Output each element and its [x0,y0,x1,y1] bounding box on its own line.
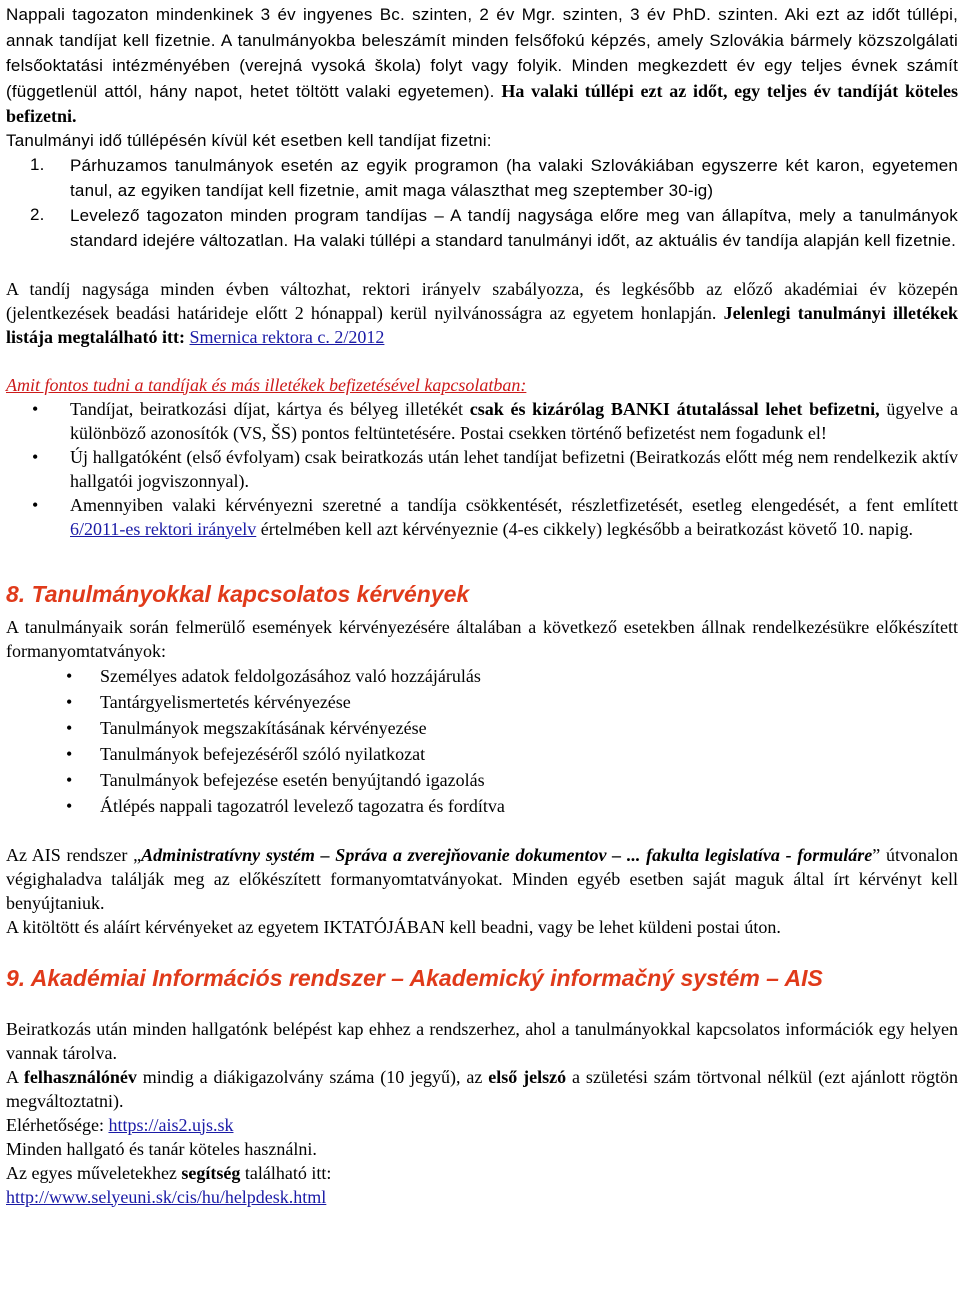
list-item-text: Új hallgatóként (első évfolyam) csak beiratkozás után lehet tandíjat befizetni (Beiratkozás előtt még nem rendelkezik aktív hallgatói jogviszonnyal). [70,446,958,491]
tuition-cases-intro: Tanulmányi idő túllépésén kívül két esetben kell tandíjat fizetni: [6,130,492,150]
bullet-icon: • [66,717,73,738]
list-item-text: Tanulmányok befejezéséről szóló nyilatkozat [100,743,426,764]
username-label: felhasználónév [23,1066,137,1087]
list-item [6,153,958,203]
section-8-title: 8. Tanulmányokkal kapcsolatos kérvények [6,580,470,607]
help-text: található itt: [244,1162,332,1183]
tuition-intro-paragraph [6,2,958,129]
help-bold: segítség [181,1162,241,1183]
list-item [6,493,958,541]
list-item-bold: csak és kizárólag BANKI átutalással lehet befizetni, [469,398,880,419]
list-item-text: Tanulmányok megszakításának kérvényezése [100,717,427,738]
fee-list-link[interactable]: Smernica rektora c. 2/2012 [189,326,385,347]
bullet-icon: • [66,769,73,790]
ais-forms-text: Az AIS rendszer „ [6,844,142,865]
list-item [6,741,958,767]
bullet-icon: • [32,446,39,467]
bullet-icon: • [66,795,73,816]
fee-list-label: Jelenlegi tanulmányi illetékek listája megtalálható itt: [6,302,958,347]
tuition-intro-text: Nappali tagozaton mindenkinek 3 év ingyenes Bc. szinten, 2 év Mgr. szinten, 3 év PhD. szinten. Aki ezt az időt túllépi, annak tandíjat kell fizetnie. A tanulmányokba beleszámít minden felsőfokú képzés, amely Szlovákia bármely közszolgálati felsőoktatási intézményében (verejná vysoká škola) folyt vagy folyik. Minden megkezdett év egy teljes évnek számít (függetlenül attól, hány napot, hetet töltött valaki egyetemen). [6,5,958,101]
list-item-text: Amennyiben valaki kérvényezni szeretné a tandíja csökkentését, részletfizetését, esetleg elengedését, a fent említett [70,494,958,515]
list-item-text: értelmében kell azt kérvényeznie (4-es cikkely) legkésőbb a beiratkozást követő 10. napig. [260,518,914,539]
bullet-icon: • [32,398,39,419]
list-item-text: ügyelve a különböző azonosítók (VS, ŠS) pontos feltüntetésére. Postai csekken történő befizetést nem fogadunk el! [70,398,959,443]
ais-forms-path: Administratívny systém – Správa a zverejňovanie dokumentov – ... fakulta legislatíva - formuláre [141,844,873,865]
credentials-text: A [6,1066,19,1087]
list-number: 1. [30,154,45,174]
list-item-text: Tantárgyelismertetés kérvényezése [100,691,351,712]
list-item [6,715,958,741]
list-item [6,663,958,689]
ais-link[interactable]: https://ais2.ujs.sk [108,1114,234,1135]
help-text: Az egyes műveletekhez [6,1162,177,1183]
list-item [6,203,958,253]
important-list [6,397,958,541]
ais-intro-paragraph: Beiratkozás után minden hallgatónk belépést kap ehhez a rendszerhez, ahol a tanulmányokkal kapcsolatos információk egy helyen vannak tárolva. [6,1018,958,1063]
list-item-text: Tandíjat, beiratkozási díjat, kártya és bélyeg illetékét [70,398,463,419]
list-item-text: Párhuzamos tanulmányok esetén az egyik programon (ha valaki Szlovákiában egyszerre két karon, egyetemen tanul, az egyiken tandíjat kell fizetnie, amit maga választhat meg szeptember 30-ig) [70,155,958,200]
list-item [6,445,958,493]
ais-forms-text: ” útvonalon végighaladva találják meg az előkészített formanyomtatványokat. Minden egyéb esetben saját maguk által írt kérvényt kell benyújtaniuk. [6,844,958,913]
section-9-title: 9. Akadémiai Információs rendszer – Akademický informačný systém – AIS [6,964,823,991]
list-item-text: Levelező tagozaton minden program tandíjas – A tandíj nagysága előre meg van állapítva, mely a tanulmányok standard idejére változatlan. Ha valaki túllépi a standard tanulmányi időt, az aktuális év tandíja alapján kell fizetnie. [70,205,958,250]
fee-paragraph-text: A tandíj nagysága minden évben változhat, rektori irányelv szabályozza, és legkésőbb az előző akadémiai év közepén (jelentkezések beadási határideje előtt 2 hónappal) kerül nyilvánosságra az egyetem honlapján. [6,278,958,323]
important-heading: Amit fontos tudni a tandíjak és más illetékek befizetésével kapcsolatban: [6,374,527,395]
submit-paragraph: A kitöltött és aláírt kérvényeket az egyetem IKTATÓJÁBAN kell beadni, vagy be lehet küldeni postai úton. [6,916,781,937]
credentials-text: mindig a diákigazolvány száma (10 jegyű), az [142,1066,483,1087]
bullet-icon: • [66,691,73,712]
list-item-text: Átlépés nappali tagozatról levelező tagozatra és fordítva [100,795,505,816]
tuition-intro-bold: Ha valaki túllépi ezt az időt, egy teljes év tandíját köteles befizetni. [6,80,959,126]
bullet-icon: • [32,494,39,515]
forms-list [6,663,958,819]
list-item [6,767,958,793]
directive-link[interactable]: 6/2011-es rektori irányelv [70,518,257,539]
credentials-text: a születési szám törtvonal nélkül (ezt ajánlott rögtön megváltoztatni). [6,1066,959,1111]
access-label: Elérhetősége: [6,1114,104,1135]
help-line [6,1161,958,1185]
credentials-paragraph [6,1065,958,1113]
helpdesk-link[interactable]: http://www.selyeuni.sk/cis/hu/helpdesk.html [6,1186,327,1207]
tuition-cases-list [6,153,958,253]
list-item [6,397,958,445]
list-item [6,793,958,819]
access-line [6,1113,958,1137]
helpdesk-line [6,1185,958,1209]
list-item [6,689,958,715]
list-number: 2. [30,204,45,224]
list-item-text: Személyes adatok feldolgozásához való hozzájárulás [100,665,481,686]
bullet-icon: • [66,665,73,686]
section-8-intro: A tanulmányaik során felmerülő események kérvényezésére általában a következő esetekben állnak rendelkezésükre előkészített formanyomtatványok: [6,616,958,661]
list-item-text: Tanulmányok befejezése esetén benyújtandó igazolás [100,769,485,790]
fee-paragraph [6,277,958,349]
bullet-icon: • [66,743,73,764]
password-label: első jelszó [488,1066,567,1087]
must-register-line: Minden hallgató és tanár köteles használni. [6,1138,317,1159]
document-page [6,2,958,1209]
ais-forms-paragraph [6,843,958,915]
